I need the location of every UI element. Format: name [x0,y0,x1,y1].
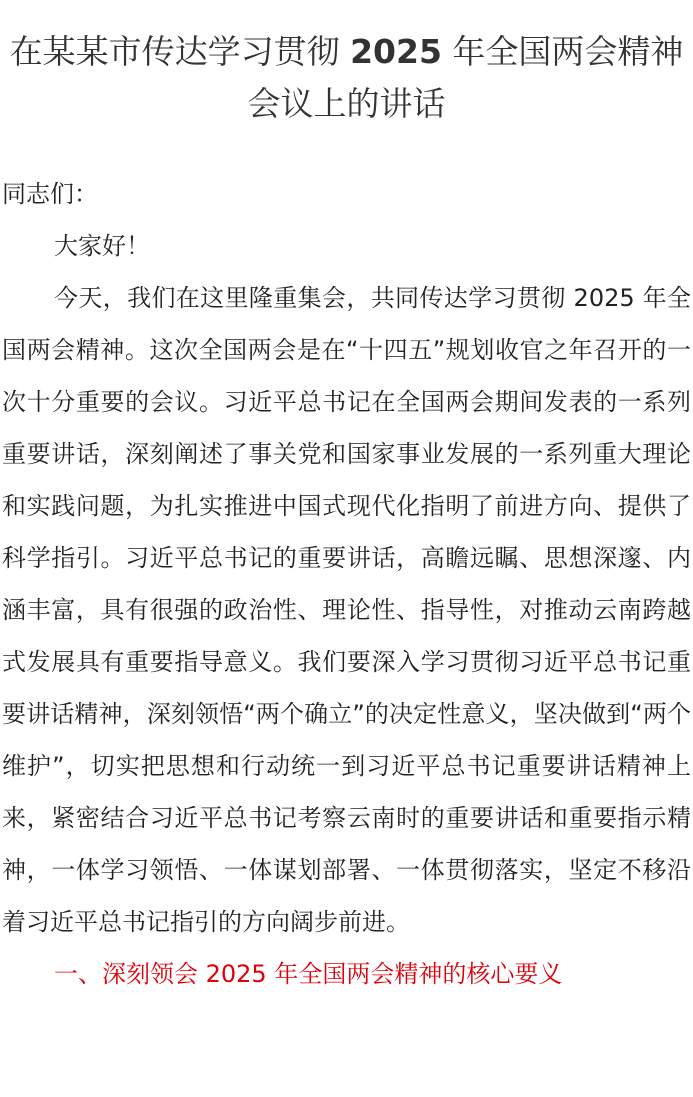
greeting: 大家好！ [54,232,150,260]
section-heading-1: 一、深刻领会 2025 年全国两会精神的核心要义 [54,960,563,988]
title-year: 2025 [350,32,442,71]
document-body [2,168,691,1000]
salutation: 同志们： [2,180,98,208]
title-part-2: 年全国两会精神会议上的讲话 [247,32,684,123]
document-title [2,26,691,130]
title-part-1: 在某某市传达学习贯彻 [9,32,351,71]
paragraph-1: 今天，我们在这里隆重集会，共同传达学习贯彻 2025 年全国两会精神。这次全国两会是在“十四五”规划收官之年召开的一次十分重要的会议。习近平总书记在全国两会期间发表的一系列重要讲话，深刻阐述了事关党和国家事业发展的一系列重大理论和实践问题，为扎实推进中国式现代化指明了前进方向、提供了科学指引。习近平总书记的重要讲话，高瞻远瞩、思想深邃、内涵丰富，具有很强的政治性、理论性、指导性，对推动云南跨越式发展具有重要指导意义。我们要深入学习贯彻习近平总书记重要讲话精神，深刻领悟“两个确立”的决定性意义，坚决做到“两个维护”，切实把思想和行动统一到习近平总书记重要讲话精神上来，紧密结合习近平总书记考察云南时的重要讲话和重要指示精神，一体学习领悟、一体谋划部署、一体贯彻落实，坚定不移沿着习近平总书记指引的方向阔步前进。 [2,284,691,936]
